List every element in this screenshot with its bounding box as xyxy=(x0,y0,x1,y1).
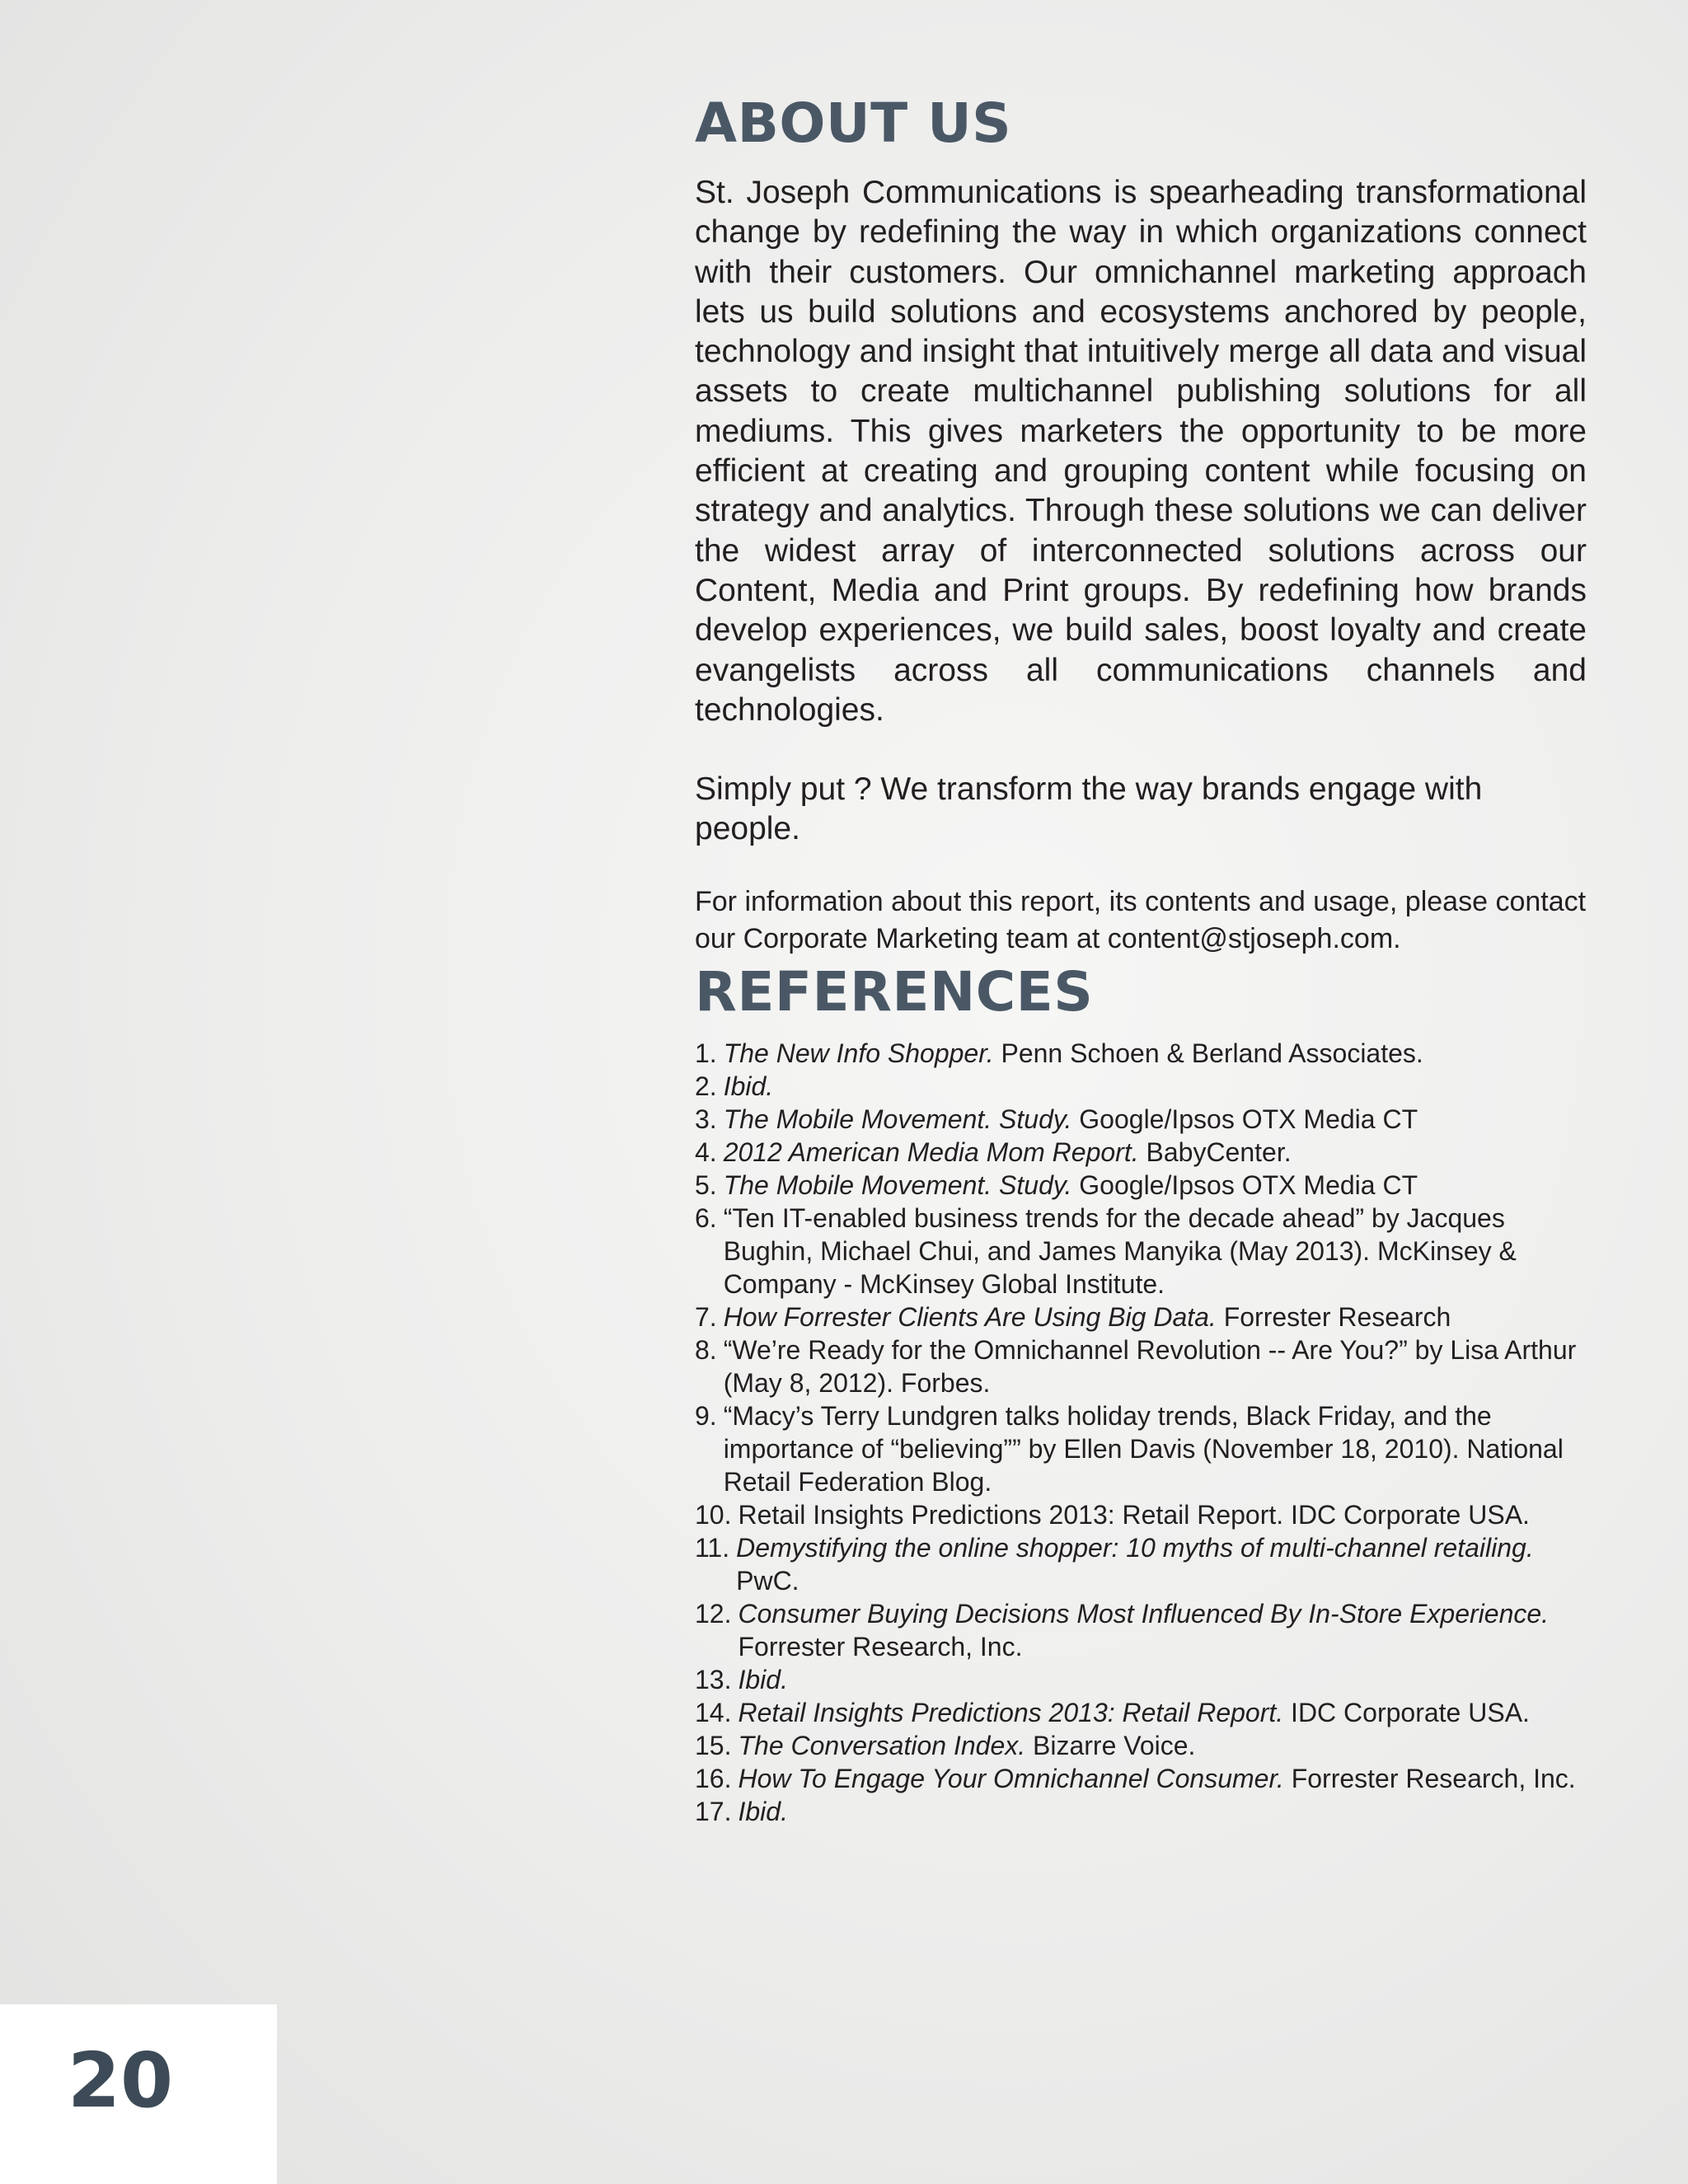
reference-number: 6. xyxy=(695,1203,717,1234)
reference-item xyxy=(695,1103,1587,1136)
reference-text xyxy=(724,1136,1587,1169)
reference-title: The New Info Shopper. xyxy=(723,1038,994,1069)
reference-source: Retail Insights Predictions 2013: Retail Report. IDC Corporate USA. xyxy=(738,1500,1530,1530)
reference-source: Google/Ipsos OTX Media CT xyxy=(1071,1170,1418,1201)
reference-source: “Macy’s Terry Lundgren talks holiday trends, Black Friday, and the importance of “believing”” by Ellen Davis (November 18, 2010). National Retail Federation Blog. xyxy=(723,1401,1564,1497)
reference-number: 2. xyxy=(695,1071,717,1102)
reference-source: Forrester Research xyxy=(1216,1302,1451,1333)
reference-source: Google/Ipsos OTX Media CT xyxy=(1071,1104,1418,1135)
reference-number: 10. xyxy=(695,1500,732,1530)
reference-number: 14. xyxy=(695,1698,732,1728)
reference-number: 17. xyxy=(695,1797,732,1827)
reference-item xyxy=(695,1070,1587,1103)
reference-item xyxy=(695,1202,1587,1301)
reference-text xyxy=(738,1795,1587,1828)
reference-item xyxy=(695,1169,1587,1202)
reference-source: Forrester Research, Inc. xyxy=(1283,1764,1576,1794)
reference-number: 9. xyxy=(695,1401,717,1432)
reference-number: 7. xyxy=(695,1302,717,1333)
reference-number: 11. xyxy=(695,1533,730,1563)
reference-source: Forrester Research, Inc. xyxy=(738,1632,1023,1662)
page-number: 20 xyxy=(68,2036,174,2125)
reference-item xyxy=(695,1399,1587,1498)
reference-item xyxy=(695,1531,1587,1597)
reference-number: 12. xyxy=(695,1599,732,1629)
reference-number: 8. xyxy=(695,1335,717,1366)
reference-item xyxy=(695,1696,1587,1729)
reference-title: The Mobile Movement. Study. xyxy=(723,1170,1072,1201)
reference-title: 2012 American Media Mom Report. xyxy=(723,1137,1139,1168)
reference-source: IDC Corporate USA. xyxy=(1283,1698,1530,1728)
reference-title: Demystifying the online shopper: 10 myths of multi-channel retailing. xyxy=(736,1533,1534,1563)
reference-source: Penn Schoen & Berland Associates. xyxy=(993,1038,1423,1069)
reference-item xyxy=(695,1663,1587,1696)
contact-info: For information about this report, its contents and usage, please contact our Corporate Marketing team at content@stjoseph.com. xyxy=(695,886,1587,955)
reference-source: BabyCenter. xyxy=(1138,1137,1292,1168)
reference-text xyxy=(738,1696,1587,1729)
reference-number: 1. xyxy=(695,1038,717,1069)
reference-text xyxy=(724,1301,1587,1333)
reference-number: 5. xyxy=(695,1170,717,1201)
reference-number: 3. xyxy=(695,1104,717,1135)
reference-text xyxy=(738,1729,1587,1762)
reference-item xyxy=(695,1301,1587,1333)
reference-text xyxy=(724,1169,1587,1202)
reference-item xyxy=(695,1136,1587,1169)
references-list xyxy=(695,1037,1587,1828)
reference-title: How To Engage Your Omnichannel Consumer. xyxy=(738,1764,1284,1794)
reference-text xyxy=(738,1597,1587,1663)
reference-number: 15. xyxy=(695,1731,732,1761)
about-us-heading: ABOUT US xyxy=(695,91,1012,155)
references-heading: REFERENCES xyxy=(695,960,1094,1024)
reference-number: 4. xyxy=(695,1137,717,1168)
reference-number: 16. xyxy=(695,1764,732,1794)
reference-text xyxy=(724,1070,1587,1103)
about-us-body: St. Joseph Communications is spearheading transformational change by redefining the way in which organizations connect with their customers. Our omnichannel marketing approach lets us build solutions and ecosystems anchored by people, technology and insight that intuitively merge all data and visual assets to create multichannel publishing solutions for all mediums. This gives marketers the opportunity to be more efficient at creating and grouping content while focusing on strategy and analytics. Through these solutions we can deliver the widest array of interconnected solutions across our Content, Media and Print groups. By redefining how brands develop experiences, we build sales, boost loyalty and create evangelists across all communications channels and technologies. xyxy=(695,175,1587,728)
reference-text xyxy=(724,1037,1587,1070)
reference-item xyxy=(695,1498,1587,1531)
reference-text xyxy=(724,1333,1587,1399)
reference-source: PwC. xyxy=(736,1566,799,1596)
reference-title: Ibid. xyxy=(738,1665,788,1695)
reference-title: The Conversation Index. xyxy=(738,1731,1026,1761)
reference-text xyxy=(724,1399,1587,1498)
main-content xyxy=(695,89,1587,1828)
reference-text xyxy=(724,1103,1587,1136)
reference-title: Ibid. xyxy=(738,1797,788,1827)
tagline: Simply put ? We transform the way brands engage with people. xyxy=(695,771,1483,847)
reference-text xyxy=(738,1663,1587,1696)
reference-item xyxy=(695,1762,1587,1795)
reference-number: 13. xyxy=(695,1665,732,1695)
reference-source: “We’re Ready for the Omnichannel Revolution -- Are You?” by Lisa Arthur (May 8, 2012). Forbes. xyxy=(723,1335,1577,1399)
reference-item xyxy=(695,1597,1587,1663)
reference-item xyxy=(695,1037,1587,1070)
reference-title: Ibid. xyxy=(723,1071,774,1102)
reference-source: Bizarre Voice. xyxy=(1025,1731,1196,1761)
reference-item xyxy=(695,1333,1587,1399)
reference-text xyxy=(724,1202,1587,1301)
reference-title: The Mobile Movement. Study. xyxy=(723,1104,1072,1135)
reference-source: “Ten IT-enabled business trends for the decade ahead” by Jacques Bughin, Michael Chui, and James Manyika (May 2013). McKinsey & Company - McKinsey Global Institute. xyxy=(723,1203,1517,1300)
reference-title: Retail Insights Predictions 2013: Retail Report. xyxy=(738,1698,1284,1728)
reference-title: Consumer Buying Decisions Most Influenced By In-Store Experience. xyxy=(738,1599,1550,1629)
page-number-box xyxy=(0,2004,277,2184)
reference-text xyxy=(738,1762,1587,1795)
reference-title: How Forrester Clients Are Using Big Data. xyxy=(723,1302,1217,1333)
reference-item xyxy=(695,1729,1587,1762)
reference-text xyxy=(738,1498,1587,1531)
reference-item xyxy=(695,1795,1587,1828)
reference-text xyxy=(736,1531,1587,1597)
